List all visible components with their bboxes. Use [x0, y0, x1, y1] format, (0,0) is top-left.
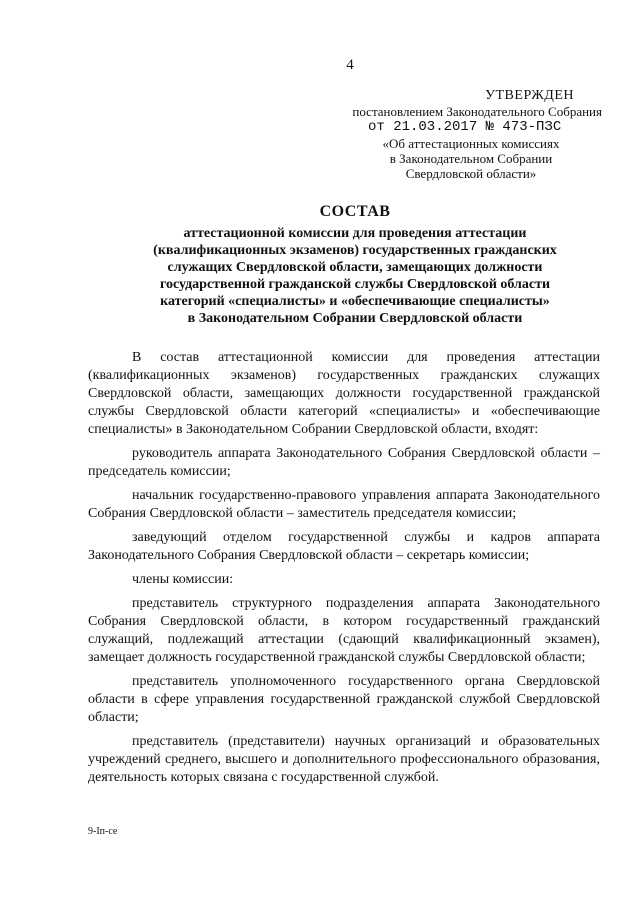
footer-code: 9-Iп-се [88, 826, 118, 837]
subtitle-line: служащих Свердловской области, замещающих должности [167, 260, 543, 275]
approval-quote-line: «Об аттестационных комиссиях [382, 136, 560, 151]
subtitle-line: государственной гражданской службы Свердловской области [159, 277, 551, 292]
subtitle-line: (квалификационных экзаменов) государственных гражданских [153, 243, 557, 258]
approval-heading: УТВЕРЖДЕН [485, 88, 574, 103]
approval-quote-line: в Законодательном Собрании [389, 151, 553, 166]
page-number: 4 [346, 57, 354, 73]
subtitle-line: аттестационной комиссии для проведения аттестации [183, 226, 527, 241]
approval-date-number-stamp: от 21.03.2017 № 473-ПЗС [368, 119, 562, 135]
body-paragraph: члены комиссии: [132, 572, 234, 587]
body-paragraph: представитель структурного подразделения аппарата Законодательного Собрания Свердловской области, в котором государственный гражданский служащий, подлежащий аттестации (сдающий квалификационный экзамен), замещает должность государственной гражданской службы Свердловской области; [88, 596, 600, 665]
body-paragraph: заведующий отделом государственной службы и кадров аппарата Законодательного Собрания Свердловской области – секретарь комиссии; [88, 530, 600, 563]
document-subtitle [90, 225, 620, 327]
body-paragraph: представитель уполномоченного государственного органа Свердловской области в сфере управления государственной гражданской службой Свердловской области; [88, 674, 600, 725]
document-body [88, 349, 600, 793]
body-paragraph: начальник государственно-правового управления аппарата Законодательного Собрания Свердловской области – заместитель председателя комиссии; [88, 488, 600, 521]
body-paragraph: В состав аттестационной комиссии для проведения аттестации (квалификационных экзаменов) государственных гражданских служащих Свердловской области, замещающих должности государственной гражданской службы Свердловской области категорий «специалисты» и «обеспечивающие специалисты» в Законодательном Собрании Свердловской области, входят: [88, 350, 600, 437]
approval-block [340, 88, 602, 181]
subtitle-line: категорий «специалисты» и «обеспечивающие специалисты» [160, 294, 550, 309]
approval-decree: постановлением Законодательного Собрания [352, 104, 602, 119]
body-paragraph: представитель (представители) научных организаций и образовательных учреждений среднего, высшего и дополнительного профессионального образования, деятельность которых связана с государственной службой. [88, 734, 600, 785]
subtitle-line: в Законодательном Собрании Свердловской области [187, 311, 523, 326]
body-paragraph: руководитель аппарата Законодательного Собрания Свердловской области – председатель комиссии; [88, 446, 600, 479]
approval-quote-line: Свердловской области» [405, 166, 537, 181]
document-title: СОСТАВ [319, 203, 391, 220]
